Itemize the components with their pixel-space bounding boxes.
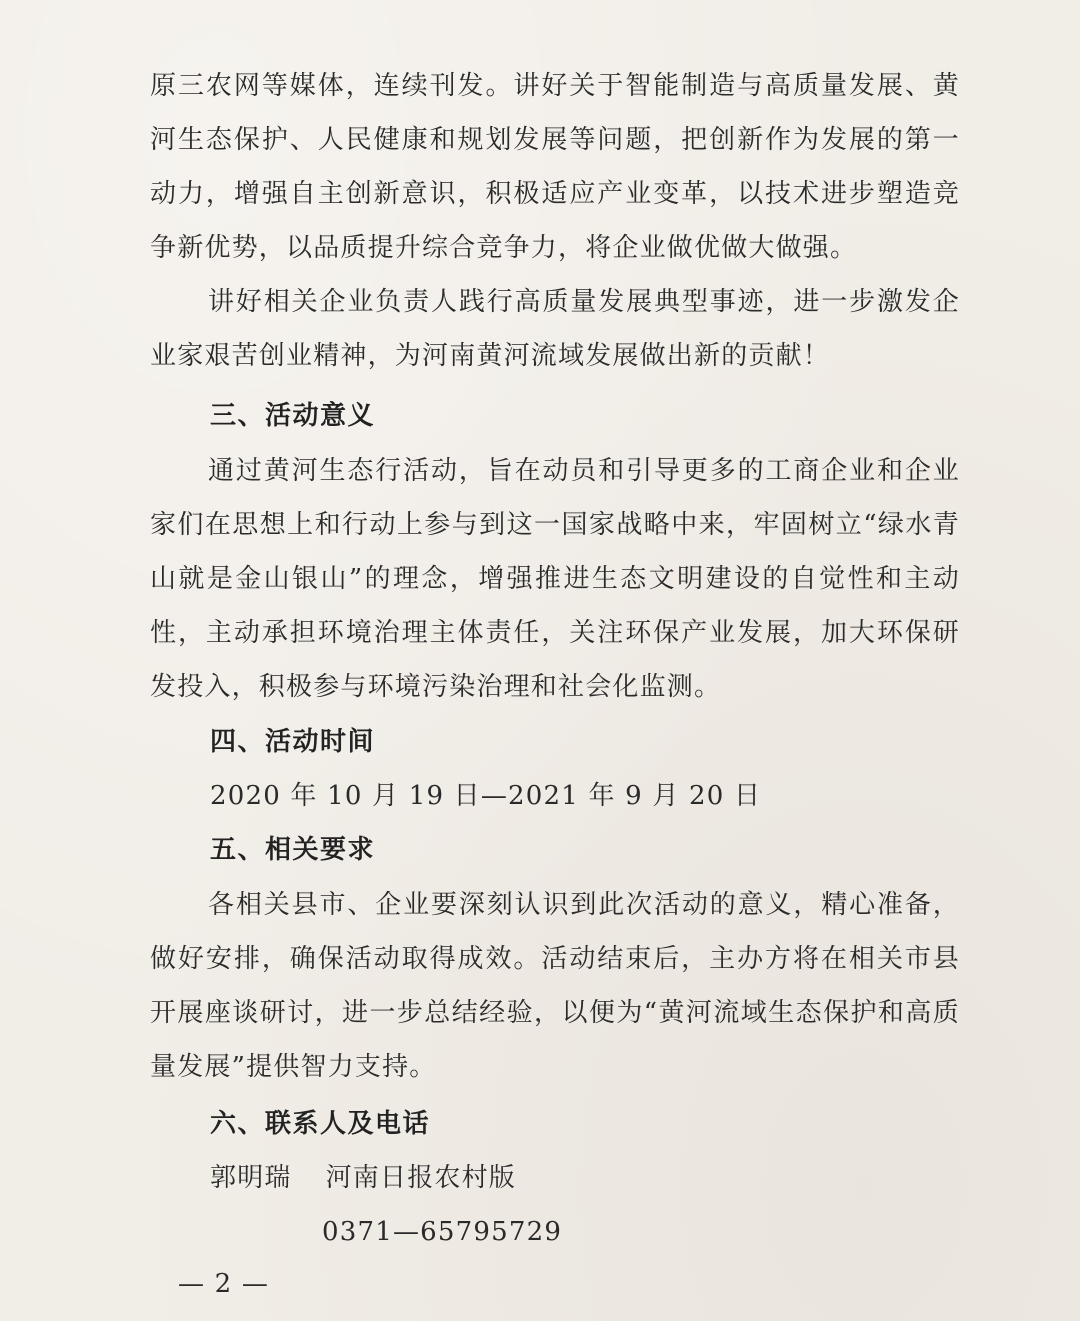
contact-phone: 0371—65795729 <box>322 1217 563 1247</box>
activity-time-text: 2020 年 10 月 19 日—2021 年 9 月 20 日 <box>210 781 762 811</box>
paragraph-continuation: 原三农网等媒体，连续刊发。讲好关于智能制造与高质量发展、黄河生态保护、人民健康和规划发展等问题，把创新作为发展的第一动力，增强自主创新意识，积极适应产业变革，以技术进步塑造竞争新优势，以品质提升综合竞争力，将企业做优做大做强。 <box>150 71 960 263</box>
contact-line <box>210 1158 516 1198</box>
paragraph-significance: 通过黄河生态行活动，旨在动员和引导更多的工商企业和企业家们在思想上和行动上参与到这一国家战略中来，牢固树立“绿水青山就是金山银山”的理念，增强推进生态文明建设的自觉性和主动性，主动承担环境治理主体责任，关注环保产业发展，加大环保研发投入，积极参与环境污染治理和社会化监测。 <box>150 456 960 702</box>
page-number: — 2 — <box>178 1269 270 1299</box>
contact-org: 河南日报农村版 <box>325 1163 517 1193</box>
section-heading-significance: 三、活动意义 <box>210 401 376 431</box>
section-heading-time: 四、活动时间 <box>210 727 376 757</box>
section-heading-contact: 六、联系人及电话 <box>210 1109 431 1139</box>
contact-name: 郭明瑞 <box>210 1163 292 1193</box>
paragraph-requirements: 各相关县市、企业要深刻认识到此次活动的意义，精心准备，做好安排，确保活动取得成效。活动结束后，主办方将在相关市县开展座谈研讨，进一步总结经验，以便为“黄河流域生态保护和高质量发展”提供智力支持。 <box>150 890 960 1082</box>
section-heading-requirements: 五、相关要求 <box>210 835 376 865</box>
paragraph-entrepreneur-stories: 讲好相关企业负责人践行高质量发展典型事迹，进一步激发企业家艰苦创业精神，为河南黄河流域发展做出新的贡献！ <box>150 287 960 371</box>
